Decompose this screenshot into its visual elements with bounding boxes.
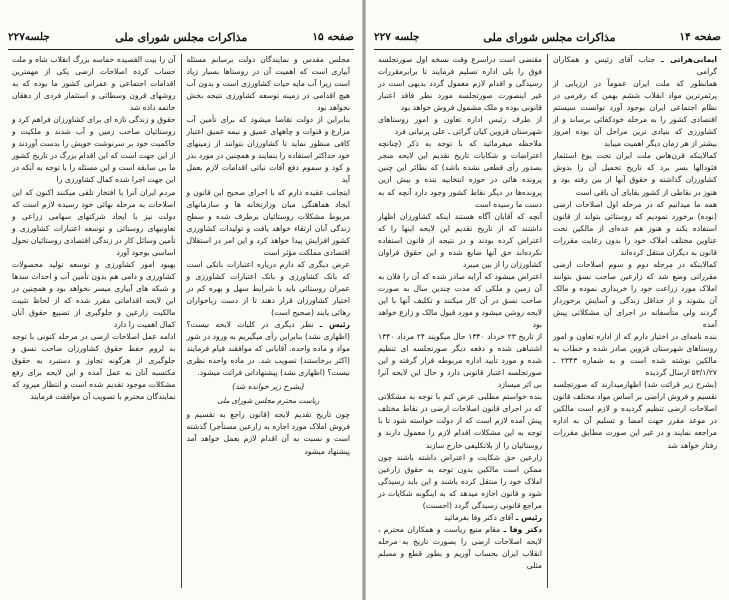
right-page [366, 0, 729, 600]
speech-text: نظر دیگری در کلیات لایحه نیست؟ (اظهاری نشد) بنابراین رأی میگیریم به ورود در شور مواد و ماده واحده. آقایانی که موافقند قیام فرمایند (اکثر برخاستند) تصویب شد. در ماده واحده نظری نیست؟ (اظهاری نشد) پیشنهاداتی قرائت میشود. [186, 320, 350, 378]
centered-note: (بشرح زیر خوانده شد) [232, 382, 305, 392]
speaker-name: ایمانی‌هراتی ـ [661, 55, 718, 64]
paragraph: همانطور که ملت ایران عموماً در ارزیابی از پرثمرترین مواد انقلاب ششم بهمن که رفرمی در نظام اجتماعی ایران بوجود آورد توانست سیستم اقتصادی کشور را به مرحله خودکفائی برساند و از کشاورزی که بنیادی ترین مراحل آن بوده امروز بیشتر از هر زمان دیگر اهمیت مییابد [553, 79, 717, 149]
right-page-number: صفحه ۱۴ [679, 31, 721, 43]
left-header-title: مذاکرات مجلس شورای ملی [115, 30, 248, 44]
speaker-name: دکتر وفا ـ [503, 524, 542, 534]
paragraph: کمالاینکه در مرحله دوم و سوم اصلاحات ارضی مقرراتی وضع شد که زارعین صاحب نسق بتوانند املاک مورد زراعت خود را خریداری نموده و مالک آن بشوند و از حداقل زندگی و آسایش برخوردار گردند ولی متأسفانه در اجرای آن مشکلاتی پیش آمده [553, 259, 717, 330]
paragraph: اعتراض میشود که آرایه صادر شده که آن را فلان به آن زمین و ملکی که مدت چندین سال به صورت صاحب نسق در آن کار میکنند و تکلیف آنها با این لایحه روشن میشود و مورد قبول مالک و زارع خواهد بود [378, 271, 542, 330]
left-page [0, 0, 362, 600]
paragraph: از تاریخ ۲۳ خرداد ۱۳۴۰ حال میگویند ۲۴ مرداد ۱۳۴۰ اشتباهی شده و دفعه دیگر صورتجلسه ای تنظیم شده و مورد تأیید اداره مربوطه قرار گرفته و این صورتجلسه اعتبار قانونی دارد و حال این لایحه آنرا بی اثر میسازد [378, 332, 542, 390]
right-page-column-right [549, 54, 721, 588]
paragraph: اینجانب عقیده دارم که با اجرای صحیح این قانون و ایجاد هماهنگی میان وزارتخانه ها و سازمانهای مربوط مشکلات روستائیان برطرف شده و سطح زندگی آنان ارتقاء خواهد یافت و تولیدات کشاورزی کشور افزایش پیدا خواهد کرد و این امر در استقلال اقتصادی مملکت مؤثر است [186, 187, 350, 257]
speech-text: جناب آقای رئیس و همکاران گرامی [553, 55, 717, 77]
column-divider [547, 54, 548, 588]
left-page-number: صفحه ۱۵ [312, 31, 354, 43]
left-header-rule [8, 49, 354, 50]
paragraph: آنچه که آقایان آگاه هستند اینکه کشاورزان اظهار داشتند که از تاریخ تقدیم این لایحه اینها را که اعتراض کرده بودند و در نتیجه از قانون استفاده نکرده‌اند حق آنها ضایع شده و این حقوق فراوان کشاورزان را از بین میبرد [378, 211, 542, 269]
paragraph: بنابراین از دولت تقاضا میشود که برای تأمین آب مزارع و قنوات و چاههای عمیق و نیمه عمیق اعتبار کافی منظور نماید تا کشاورزان بتوانند از زمینهای خود حداکثر استفاده را بنمایند و همچنین در مورد بذر و کود و سموم دفع آفات نباتی اقدامات لازم بعمل آید [186, 115, 350, 185]
speech [187, 319, 351, 379]
right-header-rule [374, 49, 721, 50]
speech-text: آقای دکتر وفا بفرمائید [444, 512, 514, 522]
paragraph: همه ما میدانیم که در مرحله اول اصلاحات ارضی (نوده) برخورد نمودیم که روستائی بتواند از قانون استفاده بکند و هنوز هم عده‌ای از مالکین تحت عناوین مختلف املاک خود را بدون رعایت مقررات قانون به دیگران منتقل کرده‌اند [553, 199, 717, 257]
signature-line: از طرف رئیس اداره تعاون و امور روستاهای شهرستان قزوین کیان گرائی ـ علی پرنیانی فرد [378, 115, 542, 137]
speech-text: مقام منیع ریاست و همکاران محترم ، لایحه اصلاحات ارضی را بصورت تاریخ به مرحله انقلاب ایران بحساب آوریم و بطور قطع و مسلم مثلی [378, 524, 542, 570]
column-divider [181, 54, 182, 588]
paragraph: زارعین حق شکایت و اعتراض داشته باشند چون ممکن است مالکین بدون توجه به حقوق زارعین املاک خود را منتقل کرده باشند و این باید رسیدگی شود و قانون اجازه میدهد که به اینگونه شکایات در مراجع قانونی رسیدگی گردد (احسنت) [378, 452, 542, 510]
right-page-header [374, 28, 721, 46]
paragraph: (بشرح زیر قرائت شد) اظهارمیدارند که صورتجلسه تقسیم و فروش اراضی بر اساس مواد مختلف قانون اصلاحات ارضی تنظیم گردیده و لازم است مالکین در موعد مقرر جهت امضا و تسلیم آن به اداره مراجعه نمایند و در غیر این صورت مطابق مقررات رفتار خواهد شد [553, 380, 717, 450]
right-page-column-left [374, 54, 546, 588]
left-page-column-left [8, 54, 180, 588]
centered-address: ریاست محترم مجلس شورای ملی [217, 396, 320, 406]
paragraph: حقوق و زندگی تازه ای برای کشاورزان فراهم کرد و روستائیان صاحب زمین و آب شدند و ملکیت و حاکمیت خود بر سرنوشت خویش را بدست آوردند و از این جهت است که این اقدام بزرگ در تاریخ کشور ما بی سابقه است و این مسئله را با توجه به آنکه در این جهت اجرا شده کمال کشاورزی را [12, 115, 176, 185]
left-columns [8, 54, 354, 588]
left-page-column-right [183, 54, 355, 588]
speech [553, 54, 717, 78]
speaker-name: رئیس ـ [319, 320, 350, 330]
paragraph: عرض دیگری که دارم درباره اعتبارات بانکی است که بانک کشاورزی و بانک اعتبارات کشاورزی و عمران روستائی باید با شرایط سهل و بهره کم در اختیار کشاورزان قرار دهند تا از دست رباخواران رهائی یابند (صحیح است) [186, 259, 350, 317]
right-header-title: مذاکرات مجلس شورای ملی [483, 30, 616, 44]
paragraph: آن را بیت القصیده حماسه بزرگ انقلاب شاه و ملت حساب کرده اصلاحات ارضی یکی از مهمترین اقدامات اجتماعی و عمرانی کشور ما بوده که به روشهای قرون وسطائی و استثمار فردی از دهقان خاتمه داده شد [12, 55, 176, 113]
paragraph: مردم ایران آنرا با افتخار تلقی میکنند اکنون که این اصلاحات به مرحله نهائی خود رسیده لازم است که دولت نیز با ایجاد شرکتهای سهامی زراعی و تعاونیهای روستائی و توسعه اعتبارات کشاورزی و تأمین وسائل کار در زندگی اقتصادی روستائیان تحول اساسی بوجود آورد [12, 187, 176, 257]
paragraph: ملاحظه میفرمائید که با توجه به ذکر (چنانچه اعتراضات و شکایات تاریخ تقدیم این لایحه منجر بصدور رأی قطعی نشده باشد) که نظائر این چنین پرونده هائی در حوزه انتخابیه بنده و بیش ازین پرونده‌ها در دیگر نقاط کشور وجود دارد آنچه که به دست ما رسیده است [378, 139, 542, 209]
paragraph: بنده نامه‌ای در اختیار دارم که از اداره تعاون و امور روستاهای شهرستان قزوین صادر شده و خطاب به مالکین نوشته شده است و به شماره ۲۳۴۳ ـ ۵۳/۱/۲۷ ارسال گردیده [553, 332, 717, 378]
speech [378, 512, 542, 524]
paragraph: چون تاریخ تقدیم لایحه (قانون راجع به تقسیم و فروش املاک مورد اجاره به زارعین مستأجر) گذشته است و نسبت به آن اقدام لازم بعمل خواهد آمد پیشنهاد میشود [186, 410, 350, 456]
left-page-header [8, 28, 354, 46]
speech [378, 524, 542, 572]
paragraph: بهبود امور کشاورزی و توسعه تولید محصولات کشاورزی و دامی هم بدون تأمین آب و احداث سدها و شبکه های آبیاری میسر نخواهد بود و همچنین در این لایحه اقداماتی مقرر شده که از لحاظ تثبیت مالکیت زارعین و جلوگیری از تضییع حقوق آنان کمال اهمیت را دارد [12, 259, 176, 330]
right-columns [374, 54, 721, 588]
speaker-name: رئیس ـ [515, 512, 542, 522]
paragraph: کمالاینکه قرن‌هاس ملت ایران تحت یوغ استثمار فئودالها بسر برد که تاریخ تحمیل آن را بدوش کشاورزان گذاشته و حقوق آنها از بین رفته بود و هنوز در نقاطی از کشور بقایای آن باقی است [553, 151, 717, 197]
paragraph: بنده خواستم مطلبی عرض کنم با توجه به مشکلاتی که در اجرای قانون اصلاحات ارضی در نقاط مختلف پیش آمده لازم است که از دولت خواسته شود تا با توجه به این مشکلات اقدام لازم را معمول دارند و روستائیان را از بلاتکلیفی خارج سازند [378, 392, 542, 450]
left-session-label: جلسه۲۲۷ [8, 31, 50, 43]
paragraph: مقتضی است دراسرع وقت نسخه اول صورتجلسه فوق را بلی اداره تسلیم فرمایند تا برابرمقررات رسیدگی و اقدام لازم معمول گردد بدیهی است در غیر اینصورت صورتجلسه مورد نظر فاقد اعتبار قانونی بوده و ملک مشمول فروش خواهد بود [378, 55, 542, 113]
right-session-label: جلسه ۲۲۷ [374, 31, 420, 43]
paragraph: ادامه عمل اصلاحات ارضی در مرحله کنونی با توجه به لزوم حفظ حقوق کشاورزان صاحب نسق و جلوگیری از هرگونه تجاوز و دستبرد به حقوق مکتسبه آنان به عمل آمده و این لایحه برای رفع مشکلات موجود تقدیم شده است و انتظار میرود که نمایندگان محترم با تصویب آن موافقت فرمایند [12, 332, 176, 402]
paragraph: مجلس مقدس و نمایندگان دولت برسانم مسئله آبیاری است که اهمیت آن در روستاها بسیار زیاد است زیرا آب مایه حیات کشاورزی است و بدون آب هیچ اقدامی در زمینه توسعه کشاورزی نتیجه بخش نخواهد بود [186, 55, 350, 113]
